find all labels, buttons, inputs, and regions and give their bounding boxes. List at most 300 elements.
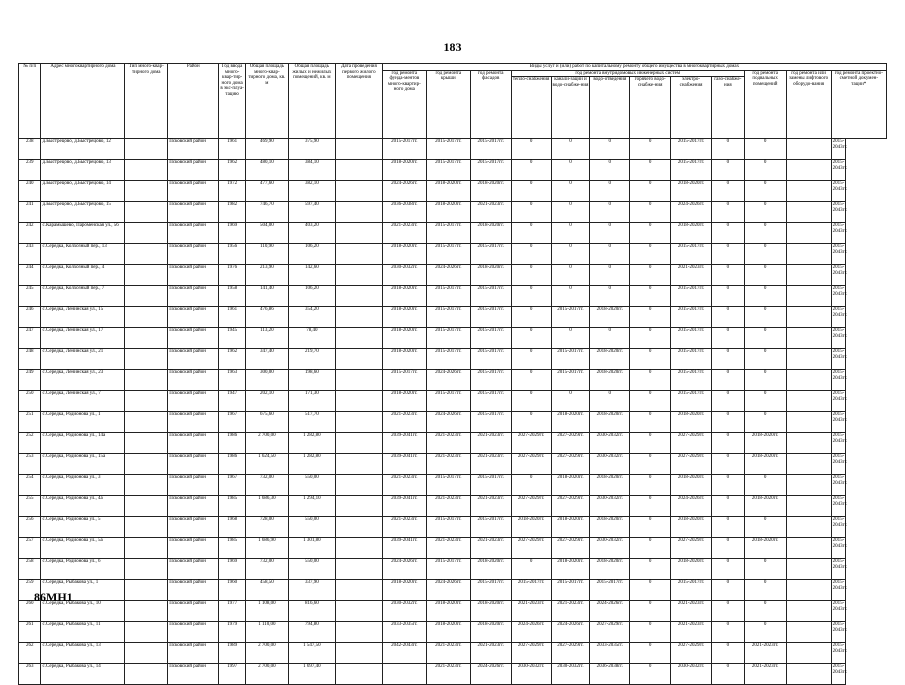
cell-district: Псковский район (168, 139, 219, 160)
footer-code: 86МН1 (34, 590, 73, 604)
cell-foundation: 2024-2026гг. (382, 181, 426, 202)
cell-total-area: 141,40 (245, 286, 288, 307)
cell-year: 1962 (219, 160, 246, 181)
cell-sewer: 0 (551, 139, 590, 160)
cell-sewer: 0 (551, 328, 590, 349)
cell-facade: 2021-2023гг. (470, 202, 511, 223)
cell-num: 240 (19, 181, 41, 202)
cell-address: с.Середка, Ленинская ул., 15 (41, 307, 125, 328)
cell-elevator (786, 580, 831, 601)
cell-gas: 0 (712, 202, 745, 223)
table-row (19, 328, 887, 349)
cell-heat: 2030-2032гг. (511, 664, 551, 685)
cell-district: Псковский район (168, 202, 219, 223)
cell-elevator (786, 391, 831, 412)
cell-foundation: 2021-2023гг. (382, 223, 426, 244)
cell-drain: 2018-2020гг. (590, 307, 630, 328)
cell-heat: 0 (511, 223, 551, 244)
table-header (19, 64, 887, 139)
cell-drain: 0 (590, 139, 630, 160)
cell-survey-date (335, 349, 382, 370)
cell-facade: 2015-2017гг. (470, 349, 511, 370)
cell-type (125, 202, 168, 223)
cell-heat: 0 (511, 202, 551, 223)
cell-drain: 0 (590, 391, 630, 412)
cell-spacer: 2015-2043гг. (831, 244, 845, 265)
cell-num: 243 (19, 244, 41, 265)
cell-hotwater: 0 (630, 601, 671, 622)
cell-heat: 0 (511, 181, 551, 202)
cell-gas: 0 (712, 517, 745, 538)
cell-living-area: 1 547,50 (288, 643, 335, 664)
table-row (19, 139, 887, 160)
cell-sewer: 0 (551, 244, 590, 265)
cell-type (125, 517, 168, 538)
cell-elevator (786, 664, 831, 685)
cell-address: с.Середка, Ленинская ул., 23 (41, 370, 125, 391)
cell-living-area: 219,70 (288, 349, 335, 370)
cell-basement: 0 (744, 559, 786, 580)
cell-hotwater: 0 (630, 517, 671, 538)
cell-basement: 0 (744, 580, 786, 601)
cell-basement: 0 (744, 475, 786, 496)
cell-roof: 2015-2017гг. (426, 349, 470, 370)
cell-drain: 2030-2032гг. (590, 496, 630, 517)
cell-survey-date (335, 307, 382, 328)
cell-living-area: 1 301,80 (288, 538, 335, 559)
cell-heat: 0 (511, 559, 551, 580)
cell-heat: 0 (511, 139, 551, 160)
cell-district: Псковский район (168, 433, 219, 454)
cell-foundation: 2039-2041гг. (382, 496, 426, 517)
cell-heat: 0 (511, 412, 551, 433)
cell-total-area: 1 108,00 (245, 601, 288, 622)
cell-type (125, 475, 168, 496)
cell-num: 239 (19, 160, 41, 181)
cell-spacer: 2015-2043гг. (831, 475, 845, 496)
table-row (19, 601, 887, 622)
cell-drain: 2018-2020гг. (590, 412, 630, 433)
cell-sewer: 2027-2029гг. (551, 643, 590, 664)
cell-hotwater: 0 (630, 496, 671, 517)
cell-facade: 2018-2020гг. (470, 622, 511, 643)
cell-roof: 2024-2026гг. (426, 412, 470, 433)
table-row (19, 160, 887, 181)
cell-electric: 2015-2017гг. (671, 370, 712, 391)
cell-year: 1961 (219, 307, 246, 328)
cell-foundation: 2039-2041гг. (382, 433, 426, 454)
cell-survey-date (335, 580, 382, 601)
cell-address: с.Середка, Родионова ул., 5а (41, 538, 125, 559)
cell-total-area: 728,00 (245, 517, 288, 538)
cell-spacer: 2015-2043гг. (831, 265, 845, 286)
cell-total-area: 347,40 (245, 349, 288, 370)
cell-district: Псковский район (168, 601, 219, 622)
cell-hotwater: 0 (630, 160, 671, 181)
cell-year: 1956 (219, 244, 246, 265)
cell-type (125, 139, 168, 160)
cell-address: с.Середка, Колхозный пер., 13 (41, 244, 125, 265)
header-facade: год ремонта фасадов (470, 70, 511, 139)
header-gas: газо-снабже-ния (712, 77, 745, 139)
cell-spacer: 2015-2043гг. (831, 559, 845, 580)
header-electric: электро-снабжения (671, 77, 712, 139)
cell-elevator (786, 370, 831, 391)
cell-total-area: 113,20 (245, 328, 288, 349)
cell-drain: 2030-2032гг. (590, 454, 630, 475)
cell-drain: 2015-2017гг. (590, 580, 630, 601)
cell-basement: 0 (744, 244, 786, 265)
cell-foundation: 2021-2023гг. (382, 412, 426, 433)
cell-spacer: 2015-2043гг. (831, 328, 845, 349)
table-row (19, 559, 887, 580)
cell-facade: 2015-2017гг. (470, 475, 511, 496)
cell-num: 249 (19, 370, 41, 391)
cell-address: д.Быстрецово, д.Быстрецово, 14 (41, 181, 125, 202)
cell-electric: 2030-2032гг. (671, 664, 712, 685)
cell-living-area: 794,80 (288, 622, 335, 643)
cell-elevator (786, 286, 831, 307)
cell-facade: 2015-2017гг. (470, 160, 511, 181)
cell-living-area: 384,10 (288, 160, 335, 181)
cell-sewer: 2018-2020гг. (551, 412, 590, 433)
cell-roof: 2015-2017гг. (426, 244, 470, 265)
cell-elevator (786, 139, 831, 160)
cell-heat: 0 (511, 328, 551, 349)
cell-sewer: 2021-2023гг. (551, 601, 590, 622)
cell-district: Псковский район (168, 223, 219, 244)
header-design: год ремонта проектно-сметной докумен-тации* (831, 70, 886, 139)
cell-roof: 2015-2017гг. (426, 223, 470, 244)
cell-year: 1982 (219, 202, 246, 223)
cell-sewer: 0 (551, 202, 590, 223)
cell-living-area: 1 294,10 (288, 496, 335, 517)
cell-sewer: 2024-2026гг. (551, 622, 590, 643)
cell-foundation: 2021-2023гг. (382, 517, 426, 538)
cell-total-area: 1 686,90 (245, 538, 288, 559)
cell-drain: 0 (590, 181, 630, 202)
header-foundation: год ремонта фунда-ментов много-квартир-ного дома (382, 70, 426, 139)
cell-basement: 0 (744, 601, 786, 622)
cell-foundation: 2042-2043гг. (382, 643, 426, 664)
cell-heat: 2027-2029гг. (511, 643, 551, 664)
cell-sewer: 0 (551, 223, 590, 244)
cell-spacer: 2015-2043гг. (831, 433, 845, 454)
cell-living-area: 375,90 (288, 139, 335, 160)
cell-living-area: 550,00 (288, 517, 335, 538)
cell-foundation: 2018-2020гг. (382, 580, 426, 601)
cell-spacer: 2015-2043гг. (831, 517, 845, 538)
cell-hotwater: 0 (630, 391, 671, 412)
table-row (19, 223, 887, 244)
cell-drain: 0 (590, 265, 630, 286)
cell-drain: 2024-2026гг. (590, 601, 630, 622)
cell-gas: 0 (712, 160, 745, 181)
cell-basement: 2018-2020гг. (744, 433, 786, 454)
cell-facade: 2024-2026гг. (470, 664, 511, 685)
cell-roof: 2018-2020гг. (426, 622, 470, 643)
cell-gas: 0 (712, 664, 745, 685)
cell-num: 248 (19, 349, 41, 370)
cell-roof: 2015-2017гг. (426, 475, 470, 496)
cell-district: Псковский район (168, 517, 219, 538)
cell-roof: 2015-2017гг. (426, 517, 470, 538)
cell-electric: 2018-2020гг. (671, 181, 712, 202)
cell-spacer: 2015-2043гг. (831, 370, 845, 391)
cell-year: 1945 (219, 328, 246, 349)
cell-electric: 2021-2023гг. (671, 601, 712, 622)
cell-electric: 2027-2029гг. (671, 538, 712, 559)
table-row (19, 412, 887, 433)
cell-facade: 2018-2020гг. (470, 223, 511, 244)
cell-roof: 2015-2017гг. (426, 139, 470, 160)
cell-district: Псковский район (168, 475, 219, 496)
cell-type (125, 328, 168, 349)
cell-roof: 2024-2026гг. (426, 370, 470, 391)
cell-survey-date (335, 202, 382, 223)
cell-sewer: 0 (551, 265, 590, 286)
cell-roof: 2018-2020гг. (426, 601, 470, 622)
cell-foundation: 2024-2026гг. (382, 559, 426, 580)
cell-living-area: 171,30 (288, 391, 335, 412)
cell-type (125, 244, 168, 265)
cell-type (125, 181, 168, 202)
table-row (19, 475, 887, 496)
cell-electric: 2015-2017гг. (671, 244, 712, 265)
cell-spacer: 2015-2043гг. (831, 643, 845, 664)
cell-year: 1976 (219, 265, 246, 286)
cell-sewer: 2015-2017гг. (551, 580, 590, 601)
cell-district: Псковский район (168, 286, 219, 307)
cell-address: д.Быстрецово, д.Быстрецово, 15 (41, 202, 125, 223)
cell-electric: 2015-2017гг. (671, 139, 712, 160)
cell-sewer: 2015-2017гг. (551, 307, 590, 328)
cell-sewer: 0 (551, 391, 590, 412)
cell-num: 258 (19, 559, 41, 580)
cell-electric: 2015-2017гг. (671, 160, 712, 181)
cell-gas: 0 (712, 643, 745, 664)
cell-gas: 0 (712, 370, 745, 391)
cell-num: 246 (19, 307, 41, 328)
cell-heat: 2018-2020гг. (511, 517, 551, 538)
cell-roof: 2021-2023гг. (426, 496, 470, 517)
cell-elevator (786, 601, 831, 622)
cell-survey-date (335, 412, 382, 433)
cell-gas: 0 (712, 139, 745, 160)
cell-address: д.Быстрецово, д.Быстрецово, 12 (41, 139, 125, 160)
cell-elevator (786, 622, 831, 643)
header-heat: тепло-снабжения (511, 77, 551, 139)
cell-district: Псковский район (168, 580, 219, 601)
cell-facade: 2015-2017гг. (470, 244, 511, 265)
cell-type (125, 559, 168, 580)
cell-spacer: 2015-2043гг. (831, 622, 845, 643)
cell-total-area: 477,60 (245, 181, 288, 202)
cell-num: 244 (19, 265, 41, 286)
cell-living-area: 550,00 (288, 475, 335, 496)
header-networks-group: год ремонта внутридомовых инженерных систем (511, 70, 744, 77)
cell-year: 1986 (219, 454, 246, 475)
cell-living-area: 816,60 (288, 601, 335, 622)
cell-total-area: 746,70 (245, 202, 288, 223)
cell-roof: 2015-2017гг. (426, 160, 470, 181)
cell-address: с.Карамышево, Пароменская ул., 56 (41, 223, 125, 244)
cell-living-area: 517,70 (288, 412, 335, 433)
cell-gas: 0 (712, 433, 745, 454)
table-row (19, 349, 887, 370)
cell-sewer: 0 (551, 160, 590, 181)
cell-basement: 0 (744, 328, 786, 349)
cell-sewer: 2018-2020гг. (551, 559, 590, 580)
cell-elevator (786, 538, 831, 559)
cell-total-area: 469,90 (245, 139, 288, 160)
cell-hotwater: 0 (630, 223, 671, 244)
cell-basement: 0 (744, 412, 786, 433)
cell-district: Псковский район (168, 412, 219, 433)
cell-year: 1968 (219, 517, 246, 538)
cell-gas: 0 (712, 265, 745, 286)
cell-survey-date (335, 559, 382, 580)
cell-year: 1967 (219, 412, 246, 433)
cell-hotwater: 0 (630, 349, 671, 370)
cell-total-area: 202,10 (245, 391, 288, 412)
cell-electric: 2018-2020гг. (671, 223, 712, 244)
cell-district: Псковский район (168, 559, 219, 580)
cell-num: 263 (19, 664, 41, 685)
cell-foundation: 2018-2020гг. (382, 160, 426, 181)
cell-year: 1969 (219, 559, 246, 580)
table-row (19, 265, 887, 286)
cell-gas: 0 (712, 412, 745, 433)
cell-living-area: 354,20 (288, 307, 335, 328)
cell-elevator (786, 307, 831, 328)
cell-year: 1985 (219, 496, 246, 517)
cell-basement: 0 (744, 622, 786, 643)
cell-total-area: 732,00 (245, 475, 288, 496)
cell-address: с.Середка, Родионова ул., 6 (41, 559, 125, 580)
cell-basement: 2018-2020гг. (744, 496, 786, 517)
cell-district: Псковский район (168, 160, 219, 181)
cell-total-area: 1 110,00 (245, 622, 288, 643)
header-living-area: Общая площадь жилых и нежилых помещений, кв. м (288, 64, 335, 139)
cell-drain: 2033-2035гг. (590, 643, 630, 664)
cell-district: Псковский район (168, 622, 219, 643)
header-sewer: канали-зации и водо-снабже-ния (551, 77, 590, 139)
cell-spacer: 2015-2043гг. (831, 286, 845, 307)
cell-sewer: 2027-2029гг. (551, 454, 590, 475)
cell-living-area: 1 282,80 (288, 454, 335, 475)
cell-foundation: 2018-2020гг. (382, 286, 426, 307)
cell-year: 1963 (219, 370, 246, 391)
cell-gas: 0 (712, 391, 745, 412)
cell-gas: 0 (712, 496, 745, 517)
cell-spacer: 2015-2043гг. (831, 601, 845, 622)
cell-year: 1962 (219, 349, 246, 370)
cell-hotwater: 0 (630, 202, 671, 223)
cell-foundation: 2018-2020гг. (382, 349, 426, 370)
cell-survey-date (335, 139, 382, 160)
cell-year: 1960 (219, 580, 246, 601)
table-row (19, 370, 887, 391)
cell-hotwater: 0 (630, 622, 671, 643)
cell-num: 238 (19, 139, 41, 160)
cell-survey-date (335, 244, 382, 265)
cell-total-area: 480,10 (245, 160, 288, 181)
cell-spacer: 2015-2043гг. (831, 391, 845, 412)
cell-facade: 2018-2020гг. (470, 559, 511, 580)
table-row (19, 664, 887, 685)
cell-survey-date (335, 601, 382, 622)
cell-address: с.Середка, Родионова ул., 4а (41, 496, 125, 517)
cell-heat: 0 (511, 349, 551, 370)
cell-type (125, 370, 168, 391)
cell-roof: 2015-2017гг. (426, 328, 470, 349)
cell-basement: 0 (744, 181, 786, 202)
cell-survey-date (335, 328, 382, 349)
cell-foundation: 2018-2020гг. (382, 244, 426, 265)
cell-address: с.Середка, Ленинская ул., 7 (41, 391, 125, 412)
cell-hotwater: 0 (630, 664, 671, 685)
cell-address: с.Середка, Родионова ул., 3 (41, 475, 125, 496)
cell-address: с.Середка, Родионова ул., 1 (41, 412, 125, 433)
cell-total-area: 110,90 (245, 244, 288, 265)
cell-gas: 0 (712, 580, 745, 601)
cell-spacer: 2015-2043гг. (831, 538, 845, 559)
cell-num: 262 (19, 643, 41, 664)
cell-total-area: 504,00 (245, 223, 288, 244)
table-row (19, 622, 887, 643)
cell-electric: 2015-2017гг. (671, 328, 712, 349)
cell-year: 1989 (219, 643, 246, 664)
cell-gas: 0 (712, 181, 745, 202)
cell-spacer: 2015-2043гг. (831, 202, 845, 223)
cell-spacer: 2015-2043гг. (831, 139, 845, 160)
cell-basement: 2018-2020гг. (744, 538, 786, 559)
cell-total-area: 2 700,00 (245, 664, 288, 685)
cell-living-area: 403,20 (288, 223, 335, 244)
cell-spacer: 2015-2043гг. (831, 223, 845, 244)
cell-facade: 2015-2017гг. (470, 286, 511, 307)
table-row (19, 181, 887, 202)
cell-foundation: 2036-2038гг. (382, 202, 426, 223)
cell-gas: 0 (712, 475, 745, 496)
cell-electric: 2015-2017гг. (671, 580, 712, 601)
cell-hotwater: 0 (630, 454, 671, 475)
cell-num: 257 (19, 538, 41, 559)
cell-district: Псковский район (168, 307, 219, 328)
cell-drain: 2030-2032гг. (590, 538, 630, 559)
cell-basement: 2021-2023гг. (744, 664, 786, 685)
cell-living-area: 382,10 (288, 181, 335, 202)
cell-electric: 2015-2017гг. (671, 349, 712, 370)
cell-type (125, 307, 168, 328)
cell-facade: 2015-2017гг. (470, 391, 511, 412)
cell-type (125, 664, 168, 685)
cell-heat: 0 (511, 391, 551, 412)
cell-gas: 0 (712, 328, 745, 349)
cell-district: Псковский район (168, 496, 219, 517)
cell-facade: 2015-2017гг. (470, 517, 511, 538)
cell-heat: 0 (511, 286, 551, 307)
cell-living-area: 106,20 (288, 244, 335, 265)
cell-num: 241 (19, 202, 41, 223)
cell-district: Псковский район (168, 181, 219, 202)
cell-survey-date (335, 496, 382, 517)
cell-heat: 2027-2029гг. (511, 433, 551, 454)
cell-roof: 2015-2017гг. (426, 391, 470, 412)
cell-drain: 2027-2029гг. (590, 622, 630, 643)
cell-survey-date (335, 475, 382, 496)
